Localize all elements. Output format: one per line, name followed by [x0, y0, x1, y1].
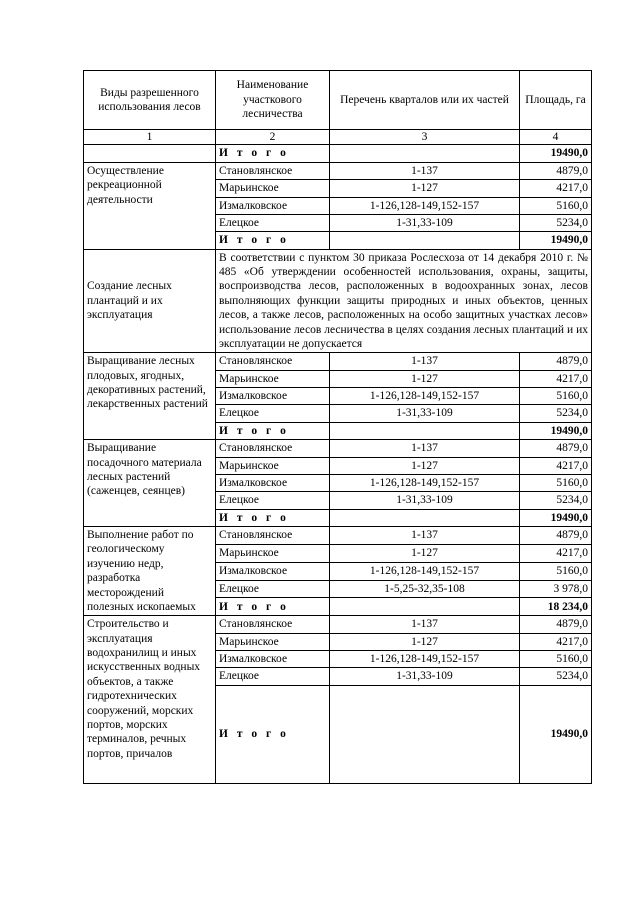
area: 4879,0 [520, 353, 592, 370]
forest-use-table [83, 70, 592, 784]
forestry-name: Становлянское [216, 527, 330, 545]
forestry-name: Елецкое [216, 580, 330, 598]
area: 5160,0 [520, 197, 592, 214]
area: 4879,0 [520, 440, 592, 457]
use-type-recreation: Осуществление рекреационной деятельности [84, 162, 216, 249]
total-label: И т о г о [216, 685, 330, 783]
empty-cell [84, 145, 216, 162]
col-number: 2 [216, 130, 330, 145]
quarters: 1-126,128-149,152-157 [330, 388, 520, 405]
total-label: И т о г о [216, 422, 330, 439]
empty-cell [330, 145, 520, 162]
quarters: 1-126,128-149,152-157 [330, 562, 520, 580]
area: 4217,0 [520, 544, 592, 562]
plantations-note: В соответствии с пунктом 30 приказа Рослесхоза от 14 декабря 2010 г. № 485 «Об утверждении особенностей использования, охраны, защиты, воспроизводства лесов, расположенных в водоохранных зонах, лесов выполняющих функции защиты природных и иных объектов, ценных лесов, а также лесов, расположенных на особо защитных участках лесов» использование лесов лесничества в целях создания лесных плантаций и их эксплуатации не допускается [216, 249, 592, 353]
area: 5160,0 [520, 388, 592, 405]
col-number: 3 [330, 130, 520, 145]
forestry-name: Елецкое [216, 492, 330, 509]
table-row [84, 440, 592, 457]
area: 4217,0 [520, 370, 592, 387]
total-label: И т о г о [216, 232, 330, 249]
quarters: 1-127 [330, 180, 520, 197]
area: 5234,0 [520, 668, 592, 685]
quarters: 1-31,33-109 [330, 668, 520, 685]
forestry-name: Становлянское [216, 616, 330, 633]
header-use-type: Виды разрешенного использования лесов [84, 71, 216, 130]
header-forestry: Наименование участкового лесничества [216, 71, 330, 130]
use-type-seedlings: Выращивание посадочного материала лесных растений (саженцев, сеянцев) [84, 440, 216, 527]
empty-cell [330, 422, 520, 439]
forestry-name: Измалковское [216, 388, 330, 405]
use-type-plantations: Создание лесных плантаций и их эксплуатация [84, 249, 216, 353]
area: 5160,0 [520, 562, 592, 580]
top-total-row [84, 145, 592, 162]
forestry-name: Марьинское [216, 370, 330, 387]
total-label: И т о г о [216, 145, 330, 162]
col-number: 1 [84, 130, 216, 145]
table-row [84, 527, 592, 545]
total-area: 19490,0 [520, 509, 592, 526]
header-row [84, 71, 592, 130]
use-type-geology: Выполнение работ по геологическому изучению недр, разработка месторождений полезных ископаемых [84, 527, 216, 616]
area: 4217,0 [520, 180, 592, 197]
empty-cell [330, 509, 520, 526]
table-row [84, 353, 592, 370]
column-number-row [84, 130, 592, 145]
total-area: 19490,0 [520, 232, 592, 249]
forestry-name: Становлянское [216, 162, 330, 179]
forestry-name: Марьинское [216, 544, 330, 562]
quarters: 1-5,25-32,35-108 [330, 580, 520, 598]
use-type-water-objects: Строительство и эксплуатация водохранилищ и иных искусственных водных объектов, а также гидротехнических сооружений, морских портов, морских терминалов, речных портов, причалов [84, 616, 216, 784]
forestry-name: Марьинское [216, 180, 330, 197]
table-row [84, 249, 592, 353]
forestry-name: Измалковское [216, 651, 330, 668]
quarters: 1-126,128-149,152-157 [330, 197, 520, 214]
total-area: 19490,0 [520, 422, 592, 439]
total-label: И т о г о [216, 598, 330, 616]
quarters: 1-126,128-149,152-157 [330, 474, 520, 491]
table-row [84, 616, 592, 633]
empty-cell [330, 685, 520, 783]
area: 5160,0 [520, 474, 592, 491]
quarters: 1-137 [330, 527, 520, 545]
quarters: 1-137 [330, 440, 520, 457]
quarters: 1-31,33-109 [330, 405, 520, 422]
total-area: 19490,0 [520, 145, 592, 162]
header-quarters: Перечень кварталов или их частей [330, 71, 520, 130]
header-area: Площадь, га [520, 71, 592, 130]
quarters: 1-31,33-109 [330, 214, 520, 231]
empty-cell [330, 232, 520, 249]
forestry-name: Елецкое [216, 668, 330, 685]
forestry-name: Елецкое [216, 405, 330, 422]
total-area: 19490,0 [520, 685, 592, 783]
col-number: 4 [520, 130, 592, 145]
area: 5160,0 [520, 651, 592, 668]
use-type-fruit-plants: Выращивание лесных плодовых, ягодных, декоративных растений, лекарственных растений [84, 353, 216, 440]
forestry-name: Елецкое [216, 214, 330, 231]
quarters: 1-127 [330, 457, 520, 474]
forestry-name: Становлянское [216, 440, 330, 457]
area: 4879,0 [520, 616, 592, 633]
quarters: 1-127 [330, 633, 520, 650]
quarters: 1-127 [330, 544, 520, 562]
table-row [84, 162, 592, 179]
quarters: 1-137 [330, 162, 520, 179]
area: 4879,0 [520, 162, 592, 179]
quarters: 1-127 [330, 370, 520, 387]
forestry-name: Измалковское [216, 474, 330, 491]
area: 5234,0 [520, 405, 592, 422]
forestry-name: Измалковское [216, 562, 330, 580]
forestry-name: Измалковское [216, 197, 330, 214]
area: 4879,0 [520, 527, 592, 545]
area: 3 978,0 [520, 580, 592, 598]
quarters: 1-137 [330, 353, 520, 370]
total-area: 18 234,0 [520, 598, 592, 616]
quarters: 1-137 [330, 616, 520, 633]
area: 5234,0 [520, 214, 592, 231]
forestry-name: Марьинское [216, 633, 330, 650]
forestry-name: Становлянское [216, 353, 330, 370]
forestry-name: Марьинское [216, 457, 330, 474]
total-label: И т о г о [216, 509, 330, 526]
area: 5234,0 [520, 492, 592, 509]
empty-cell [330, 598, 520, 616]
area: 4217,0 [520, 457, 592, 474]
quarters: 1-31,33-109 [330, 492, 520, 509]
area: 4217,0 [520, 633, 592, 650]
quarters: 1-126,128-149,152-157 [330, 651, 520, 668]
